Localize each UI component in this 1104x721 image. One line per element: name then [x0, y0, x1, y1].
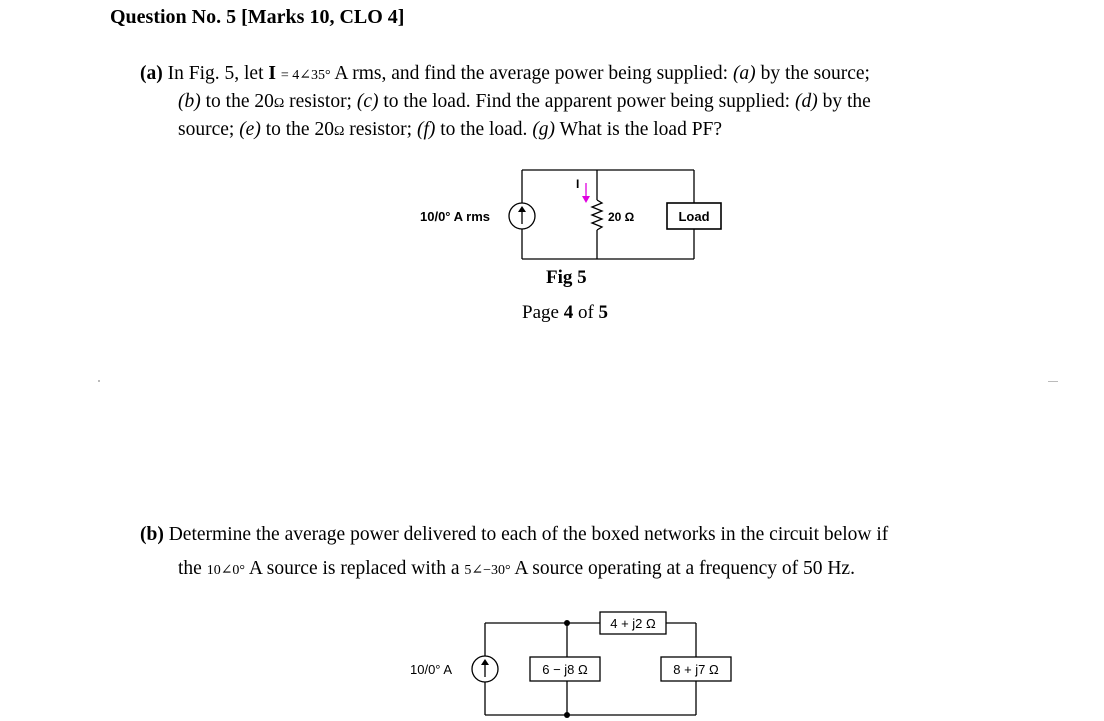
- question-heading: Question No. 5 [Marks 10, CLO 4]: [110, 6, 405, 28]
- figb-source-arrow-head: [481, 659, 489, 665]
- part-b-line-1: [140, 518, 888, 552]
- page-current: 4: [563, 302, 574, 323]
- part-a-text-6: to the load. Find the apparent power being supplied:: [378, 91, 795, 112]
- page-edge-mark-right: [1048, 381, 1058, 382]
- figb-z3-label: 8 + j7 Ω: [673, 662, 719, 677]
- page-total: 5: [598, 302, 609, 323]
- part-b-text-1: Determine the average power delivered to each of the boxed networks in the circuit below if: [163, 524, 889, 545]
- current-value: = 4∠35°: [280, 68, 331, 83]
- part-a-text-12: What is the load PF?: [555, 119, 723, 140]
- page-edge-mark-left: [98, 380, 100, 382]
- current-symbol: I: [268, 63, 276, 84]
- fig5-current-label: I: [576, 177, 580, 191]
- item-a: (a): [732, 63, 756, 84]
- figb-junction-bottom: [564, 712, 570, 718]
- item-c: (c): [356, 91, 379, 112]
- part-a-text-8: source;: [178, 119, 240, 140]
- ohm-symbol: Ω: [273, 96, 285, 111]
- item-f: (f): [416, 119, 436, 140]
- part-b-text: [140, 518, 888, 588]
- part-a-text-10: resistor;: [344, 119, 417, 140]
- figb-junction-top: [564, 620, 570, 626]
- part-b-label: (b): [140, 524, 164, 545]
- ohm-symbol-2: Ω: [333, 124, 345, 139]
- fig5-current-arrow-head: [582, 196, 590, 203]
- fig5-source-arrow-head: [518, 206, 526, 212]
- figb-source-label: 10/0° A: [410, 662, 453, 677]
- fig5-source-label: 10/0° A rms: [420, 209, 490, 224]
- fig5-load-label: Load: [678, 209, 710, 224]
- new-source-value: 5∠−30°: [464, 563, 511, 578]
- part-a-text-2: A rms, and find the average power being supplied:: [330, 63, 733, 84]
- item-g: (g): [532, 119, 556, 140]
- page-number: [522, 302, 608, 324]
- figb-z2-label: 4 + j2 Ω: [610, 616, 656, 631]
- fig5-resistor-label: 20 Ω: [608, 210, 635, 224]
- part-a-label: (a): [140, 63, 163, 84]
- fig5-caption: Fig 5: [546, 267, 587, 288]
- part-b-text-2: the: [178, 558, 207, 579]
- part-b-text-3: A source is replaced with a: [245, 558, 465, 579]
- page-middle: of: [573, 302, 599, 323]
- original-source-value: 10∠0°: [206, 563, 246, 578]
- part-b-text-4: A source operating at a frequency of 50 Hz.: [510, 558, 855, 579]
- part-a-text-11: to the load.: [435, 119, 533, 140]
- figb-z1-label: 6 − j8 Ω: [542, 662, 588, 677]
- fig5-resistor: [592, 200, 602, 230]
- item-d: (d): [794, 91, 818, 112]
- page-prefix: Page: [522, 302, 564, 323]
- part-b-line-2: [140, 552, 888, 588]
- part-a-text-9: to the 20: [260, 119, 334, 140]
- part-a-text-1: In Fig. 5, let: [162, 63, 269, 84]
- item-e: (e): [239, 119, 261, 140]
- part-a-text-7: by the: [817, 91, 871, 112]
- part-a-text-3: by the source;: [755, 63, 870, 84]
- part-a-text-5: resistor;: [284, 91, 357, 112]
- item-b: (b): [178, 91, 201, 112]
- part-a-text-4: to the 20: [200, 91, 274, 112]
